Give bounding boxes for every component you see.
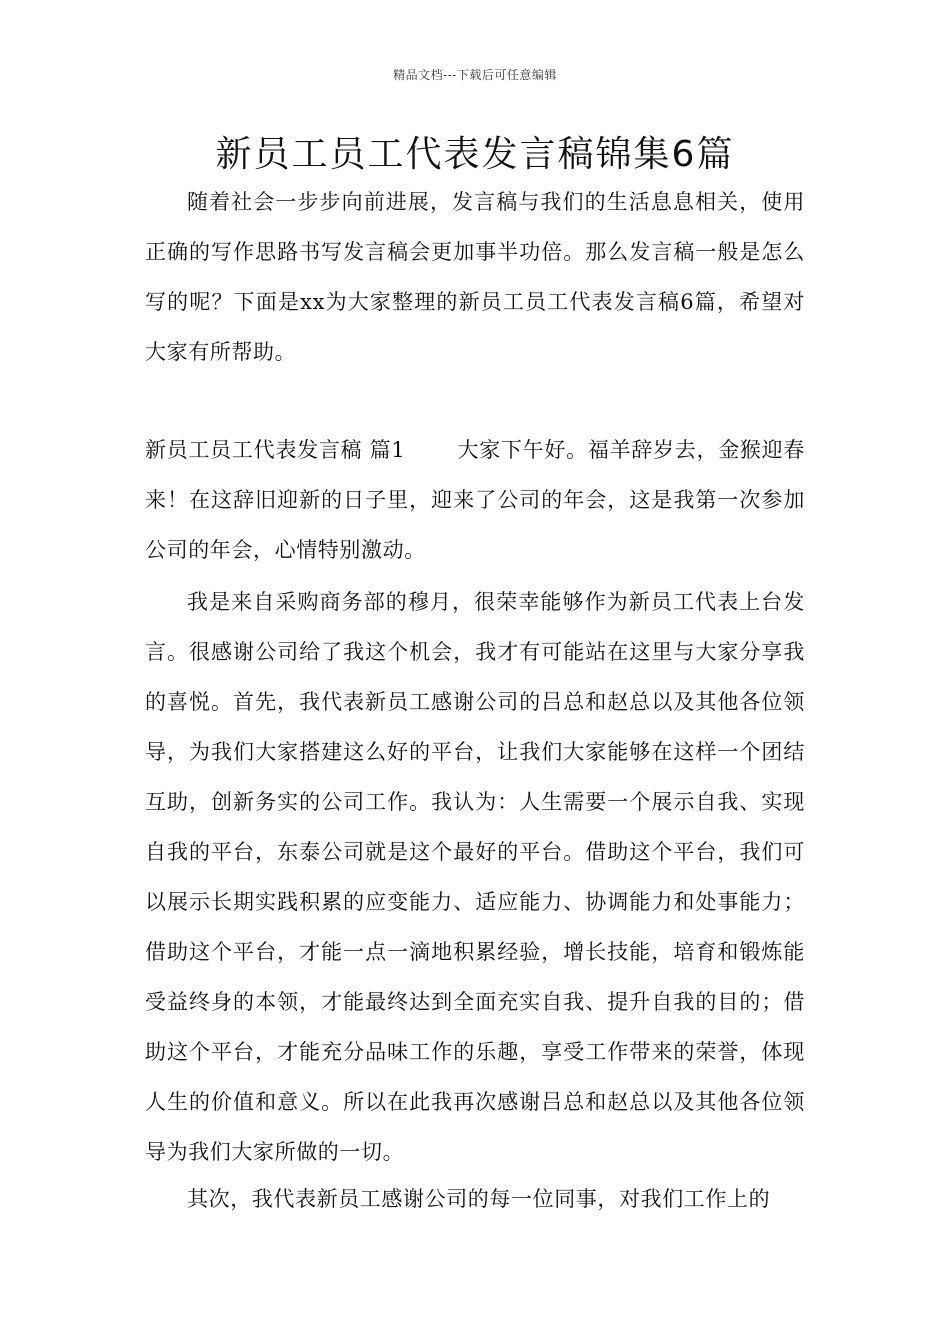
section-1-label: 新员工员工代表发言稿 篇1 [145, 438, 406, 462]
document-title: 新员工员工代表发言稿锦集6篇 [215, 134, 735, 175]
header-note: 精品文档---下载后可任意编辑 [393, 68, 557, 82]
section-1-paragraph [145, 425, 805, 575]
section-1-opening: 大家下午好。福羊辞岁去，金猴迎春来！在这辞旧迎新的日子里，迎来了公司的年会，这是我第一次参加公司的年会，心情特别激动。 [145, 438, 805, 562]
body-paragraph-2: 我是来自采购商务部的穆月，很荣幸能够作为新员工代表上台发言。很感谢公司给了我这个机会，我才有可能站在这里与大家分享我的喜悦。首先，我代表新员工感谢公司的吕总和赵总以及其他各位领导，为我们大家搭建这么好的平台，让我们大家能够在这样一个团结互助，创新务实的公司工作。我认为：人生需要一个展示自我、实现自我的平台，东泰公司就是这个最好的平台。借助这个平台，我们可以展示长期实践积累的应变能力、适应能力、协调能力和处事能力；借助这个平台，才能一点一滴地积累经验，增长技能，培育和锻炼能受益终身的本领，才能最终达到全面充实自我、提升自我的目的；借助这个平台，才能充分品味工作的乐趣，享受工作带来的荣誉，体现人生的价值和意义。所以在此我再次感谢吕总和赵总以及其他各位领导为我们大家所做的一切。 [145, 590, 805, 1164]
body-paragraph-3: 其次，我代表新员工感谢公司的每一位同事，对我们工作上的 [187, 1187, 771, 1211]
intro-paragraph: 随着社会一步步向前进展，发言稿与我们的生活息息相关，使用正确的写作思路书写发言稿会更加事半功倍。那么发言稿一般是怎么写的呢？下面是xx为大家整理的新员工员工代表发言稿6篇，希望对大家有所帮助。 [145, 190, 805, 364]
